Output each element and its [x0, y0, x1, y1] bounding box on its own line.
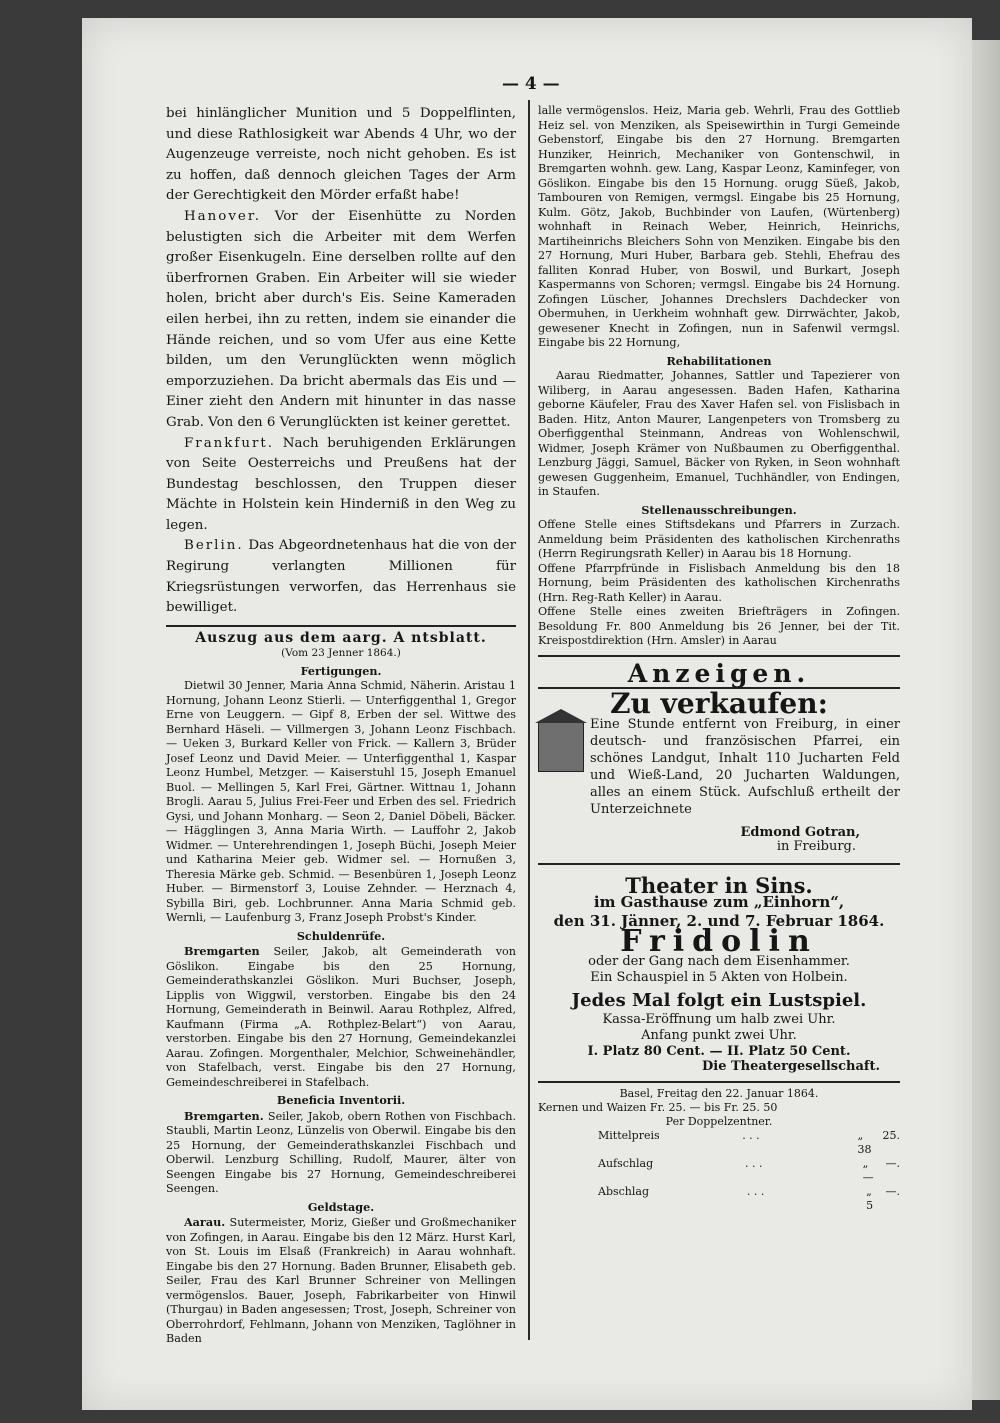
column-divider: [528, 100, 530, 1340]
market-row: [538, 1129, 900, 1157]
schuldenrufe-heading: Schuldenrüfe.: [296, 928, 386, 943]
house-icon: [538, 722, 584, 772]
market-row: [538, 1185, 900, 1213]
page-number: — 4 —: [502, 74, 560, 94]
rehab-text: Aarau Riedmatter, Johannes, Sattler und Tapezierer von Wiliberg, in Aarau angesessen. Baden Hafen, Katharina geborne Käufeler, Frau des Xaver Hafen sel. von Fislisbach in Baden. Hitz, Anton Maurer, Langenpeters von Tromsberg zu Oberfiggenthal Steinmann, Andreas von Wohlenschwil, Widmer, Joseph Krämer von Nußbaumen zu Oberfiggenthal. Lenzburg Jäggi, Samuel, Bäcker von Ryken, in Seon wohnhaft gewesen Guggenheim, Emanuel, Tuchhändler, von Endingen, in Staufen.: [538, 369, 900, 498]
anzeigen-title: Anzeigen.: [627, 658, 811, 688]
benef-place: Bremgarten.: [184, 1108, 264, 1123]
theater-kassa: Kassa-Eröffnung um halb zwei Uhr.: [602, 1012, 836, 1027]
beneficia-heading: Beneficia Inventorii.: [276, 1093, 406, 1108]
schuld-place: Bremgarten: [184, 944, 260, 959]
stellen-heading: Stellenausschreibungen.: [641, 502, 797, 517]
market-heading: Basel, Freitag den 22. Januar 1864.: [619, 1086, 819, 1100]
market-value: „ —. —: [862, 1156, 900, 1184]
amtsblatt-date: (Vom 23 Jenner 1864.): [281, 647, 401, 660]
market-label: Abschlag: [598, 1184, 649, 1198]
market-label: Aufschlag: [598, 1156, 654, 1170]
sale-title: Zu verkaufen:: [610, 687, 828, 720]
geldstage-heading: Geldstage.: [307, 1199, 375, 1214]
sale-signature: Edmond Gotran,: [740, 824, 860, 840]
theater-signature: Die Theatergesellschaft.: [701, 1059, 880, 1074]
article-ammunition: bei hinlänglicher Munition und 5 Doppelflinten, und diese Rathlosigkeit war Abends 4 Uhr, wo der Augenzeuge verreiste, noch nicht gehoben. Es ist zu hoffen, daß dennoch gleichen Tages der Arm der Gerechtigkeit den Mörder erfaßt habe!: [166, 106, 516, 204]
theater-lustspiel: Jedes Mal folgt ein Lustspiel.: [571, 989, 867, 1011]
market-label: Mittelpreis: [598, 1128, 660, 1142]
market-value: „ —. 5: [866, 1184, 900, 1212]
geldstage-continued: lalle vermögenslos. Heiz, Maria geb. Wehrli, Frau des Gottlieb Heiz sel. von Menziken, als Speisewirthin in Turgi Gemeinde Gebenstorf, Eingabe bis den 27 Hornung. Bremgarten Hunziker, Heinrich, Mechaniker von Gontenschwil, in Bremgarten wohnh. gew. Lang, Kaspar Leonz, Kaminfeger, von Göslikon. Eingabe bis den 15 Hornung. orugg Süeß, Jakob, Tambouren von Remigen, vermgsl. Eingabe bis 25 Hornung, Kulm. Götz, Jakob, Buchbinder von Laufen, (Würtenberg) wohnhaft in Reinach Weber, Heinrich, Heinrichs, Martiheinrichs Bleichers Sohn von Menziken. Eingabe bis den 27 Hornung, Muri Huber, Barbara geb. Stehli, Ehefrau des falliten Konrad Huber, von Boswil, und Burkart, Joseph Kaspermanns von Schoren; vermgsl. Eingabe bis 24 Hornung. Zofingen Lüscher, Johannes Drechslers Dachdecker von Obermuhen, in Uerkheim wohnhaft gew. Dirrwächter, Jakob, gewesener Knecht in Zofingen, nun in Safenwil vermgsl. Eingabe bis 22 Hornung,: [538, 104, 900, 349]
market-dots: . . .: [746, 1184, 765, 1198]
theater-start: Anfang punkt zwei Uhr.: [641, 1028, 797, 1043]
left-column: [166, 104, 516, 1347]
fertigungen-text: Dietwil 30 Jenner, Maria Anna Schmid, Näherin. Aristau 1 Hornung, Johann Leonz Stierli. — Unterfiggenthal 1, Gregor Erne von Leuggern. — Gipf 8, Erben der sel. Wittwe des Bernhard Häseli. — Villmergen 3, Johann Leonz Fischbach. — Ueken 3, Burkard Keller von Frick. — Kallern 3, Brüder Josef Leonz und David Meier. — Unterfiggenthal 1, Kaspar Leonz Humbel, Metzger. — Kaiserstuhl 15, Joseph Emanuel Buol. — Mellingen 5, Karl Frei, Gärtner. Wittnau 1, Johann Brogli. Aarau 5, Julius Frei-Feer und Erben des sel. Friedrich Gysi, und Johann Monharg. — Seon 2, Daniel Döbeli, Bäcker. — Hägglingen 3, Anna Maria Wirth. — Lauffohr 2, Jakob Widmer. — Unterehrendingen 1, Joseph Büchi, Joseph Meier und Katharina Meier geb. Widmer sel. — Hornußen 3, Theresia Märke geb. Schmid. — Besenbüren 1, Joseph Leonz Huber. — Birmenstorf 3, Louise Zehnder. — Herznach 4, Sybilla Biri, geb. Lochbrunner. Anna Maria Schmid geb. Wernli, — Laufenburg 3, Franz Joseph Probst's Kinder.: [166, 679, 516, 925]
rehab-heading: Rehabilitationen: [666, 353, 772, 368]
place-berlin: Berlin.: [184, 538, 244, 554]
schuldenrufe-text: Seiler, Jakob, alt Gemeinderath von Göslikon. Eingabe bis den 25 Hornung, Gemeinderathskanzlei Göslikon. Muri Buchser, Joseph, Lipplis von Wiggwil, verstorben. Eingabe bis den 24 Hornung, Gemeinderath in Beinwil. Aarau Rothplez, Alfred, Kaufmann (Firma „A. Rothplez-Belart“) von Aarau, verstorben. Eingabe bis den 27 Hornung, Gemeindekanzlei Aarau. Zofingen. Morgenthaler, Melchior, Schweinehändler, von Stafelbach, verst. Eingabe bis den 27 Hornung, Gemeindeschreiberei in Stafelbach.: [166, 945, 516, 1089]
beneficia-text: Seiler, Jakob, obern Rothen von Fischbach. Staubli, Martin Leonz, Lünzelis von Oberwil. Eingabe bis den 25 Hornung, der Gemeinderathskanzlei Fischbach und Oberwil. Lenzburg Schilling, Rudolf, Maurer, älter von Seengen Eingabe bis 27 Hornung, Gemeindeschreiberei Seengen.: [166, 1109, 516, 1196]
market-value: „ 25. 38: [857, 1128, 900, 1156]
theater-venue: im Gasthause zum „Einhorn“,: [593, 893, 845, 911]
geldstage-text: Sutermeister, Moriz, Gießer und Großmechaniker von Zofingen, in Aarau. Eingabe bis den 12 März. Hurst Karl, von St. Louis im Elsaß (Frankreich) in Aarau wohnhaft. Eingabe bis den 27 Hornung. Baden Brunner, Elisabeth geb. Seiler, Frau des Karl Brunner Schreiner von Mellingen vermögenslos. Bauer, Joseph, Fabrikarbeiter von Hinwil (Thurgau) in Baden angesessen; Trost, Joseph, Schreiner von Oberrohrdorf, Fehlmann, Johann von Menziken, Taglöhner in Baden: [166, 1216, 516, 1346]
stellen-3: Offene Stelle eines zweiten Briefträgers in Zofingen. Besoldung Fr. 800 Anmeldung bis 26 Jenner, bei der Tit. Kreispostdirektion (Hrn. Amsler) in Aarau: [538, 605, 900, 647]
theater-play: Fridolin: [620, 924, 818, 959]
theater-dates: den 31. Jänner, 2. und 7. Februar 1864.: [553, 912, 885, 930]
right-column: [538, 104, 900, 1213]
market-report: [538, 1087, 900, 1213]
stellen-2: Offene Pfarrpfründe in Fislisbach Anmeldung bis den 18 Hornung, beim Präsidenten des katholischen Kirchenraths (Hrn. Reg-Rath Keller) in Aarau.: [538, 561, 900, 604]
theater-prices: I. Platz 80 Cent. — II. Platz 50 Cent.: [587, 1044, 851, 1059]
fertigungen-heading: Fertigungen.: [300, 663, 382, 678]
place-frankfurt: Frankfurt.: [184, 435, 275, 451]
theater-title: Theater in Sins.: [625, 872, 813, 898]
article-frankfurt: Nach beruhigenden Erklärungen von Seite Oesterreichs und Preußens hat der Bundestag beschlossen, den Truppen dieser Mächte in Holstein kein Hinderniß in den Weg zu legen.: [166, 435, 516, 533]
sale-signature-place: in Freiburg.: [776, 839, 856, 854]
sale-ad: [538, 716, 900, 818]
market-row: [538, 1157, 900, 1185]
article-hanover: Vor der Eisenhütte zu Norden belustigten sich die Arbeiter mit dem Werfen großer Eisenkugeln. Eine derselben rollte auf den überfrornen Graben. Ein Arbeiter will sie wieder holen, bricht aber durch's Eis. Seine Kameraden eilen herbei, ihn zu retten, indem sie einander die Hände reichen, und so vom Ufer aus eine Kette bilden, um den Verunglückten wenn möglich emporzuziehen. Da bricht abermals das Eis und — Einer zieht den Andern mit hinunter in das nasse Grab. Von den 6 Verunglückten ist keiner gerettet.: [166, 208, 516, 430]
market-unit: Per Doppelzentner.: [665, 1114, 773, 1128]
amtsblatt-title: Auszug aus dem aarg. A ntsblatt.: [195, 629, 487, 646]
market-dots: . . .: [744, 1156, 763, 1170]
stellen-1: Offene Stelle eines Stiftsdekans und Pfarrers in Zurzach. Anmeldung beim Präsidenten des katholischen Kirchenraths (Herrn Regirungsrath Keller) in Aarau bis 18 Hornung.: [538, 518, 900, 560]
place-hanover: Hanover.: [184, 208, 262, 224]
market-line: Kernen und Waizen Fr. 25. — bis Fr. 25. 50: [538, 1100, 778, 1114]
geld-place: Aarau.: [184, 1215, 226, 1230]
article-berlin: Das Abgeordnetenhaus hat die von der Regirung verlangten Millionen für Kriegsrüstungen verworfen, das Herrenhaus sie bewilliget.: [166, 538, 516, 616]
sale-text: Eine Stunde entfernt von Freiburg, in einer deutsch- und französischen Pfarrei, ein schönes Landgut, Inhalt 110 Jucharten Feld und Wieß-Land, 20 Jucharten Waldungen, alles an einem Stück. Aufschluß ertheilt der Unterzeichnete: [590, 716, 900, 817]
market-dots: . . .: [742, 1128, 760, 1142]
theater-subtitle: oder der Gang nach dem Eisenhammer.: [588, 953, 850, 969]
theater-author: Ein Schauspiel in 5 Akten von Holbein.: [590, 969, 848, 985]
